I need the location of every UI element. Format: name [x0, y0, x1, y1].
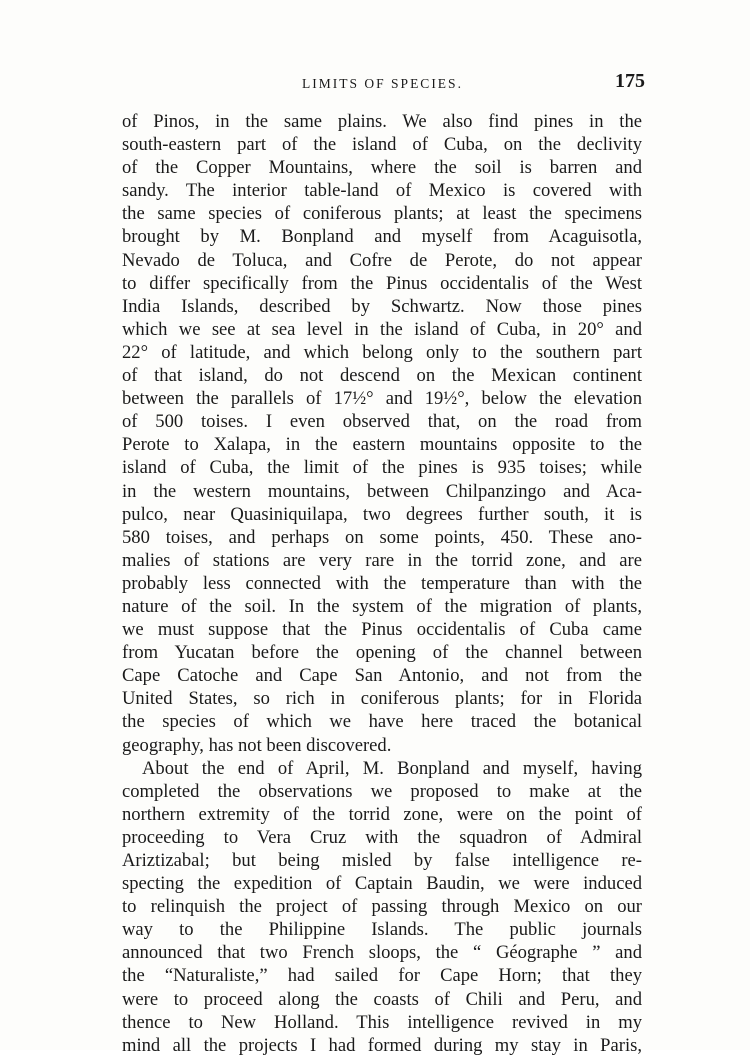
- text-line: of that island, do not descend on the Mexican continent: [122, 365, 642, 387]
- text-line: sandy. The interior table-land of Mexico is covered with: [122, 180, 642, 202]
- text-line: northern extremity of the torrid zone, were on the point of: [122, 803, 642, 825]
- body-text: [122, 110, 642, 1057]
- text-line: announced that two French sloops, the “ Géographe ” and: [122, 942, 642, 964]
- text-line: proceeding to Vera Cruz with the squadron of Admiral: [122, 826, 642, 848]
- text-line: to relinquish the project of passing through Mexico on our: [122, 896, 642, 918]
- text-line: in the western mountains, between Chilpanzingo and Aca-: [122, 480, 642, 502]
- text-line: Nevado de Toluca, and Cofre de Perote, do not appear: [122, 249, 642, 271]
- paragraph-start-line: About the end of April, M. Bonpland and myself, having: [142, 757, 642, 779]
- text-line: of 500 toises. I even observed that, on the road from: [122, 411, 642, 433]
- text-line: from Yucatan before the opening of the channel between: [122, 642, 642, 664]
- text-line: India Islands, described by Schwartz. Now those pines: [122, 295, 642, 317]
- text-line: way to the Philippine Islands. The public journals: [122, 919, 642, 941]
- text-line: the species of which we have here traced the botanical: [122, 711, 642, 733]
- text-line: probably less connected with the temperature than with the: [122, 572, 642, 594]
- text-line: United States, so rich in coniferous plants; for in Florida: [122, 688, 642, 710]
- text-line: south-eastern part of the island of Cuba, on the declivity: [122, 134, 642, 156]
- text-line: the “Naturaliste,” had sailed for Cape Horn; that they: [122, 965, 642, 987]
- text-line: of Pinos, in the same plains. We also find pines in the: [122, 111, 642, 132]
- text-line: 22° of latitude, and which belong only to the southern part: [122, 341, 642, 363]
- text-line: pulco, near Quasiniquilapa, two degrees further south, it is: [122, 503, 642, 525]
- text-line: completed the observations we proposed to make at the: [122, 780, 642, 802]
- text-line: malies of stations are very rare in the torrid zone, and are: [122, 549, 642, 571]
- text-line: thence to New Holland. This intelligence revived in my: [122, 1011, 642, 1033]
- text-line: specting the expedition of Captain Baudin, we were induced: [122, 873, 642, 895]
- text-line: Ariztizabal; but being misled by false intelligence re-: [122, 850, 642, 871]
- paragraph-end-line: geography, has not been discovered.: [122, 734, 392, 756]
- text-line: between the parallels of 17½° and 19½°, below the elevation: [122, 388, 642, 410]
- text-line: of the Copper Mountains, where the soil is barren and: [122, 157, 642, 179]
- running-title: LIMITS OF SPECIES.: [302, 76, 463, 91]
- text-line: which we see at sea level in the island of Cuba, in 20° and: [122, 318, 642, 340]
- text-line: brought by M. Bonpland and myself from Acaguisotla,: [122, 226, 642, 248]
- text-line: we must suppose that the Pinus occidentalis of Cuba came: [122, 619, 642, 641]
- text-line: to differ specifically from the Pinus occidentalis of the West: [122, 272, 642, 294]
- text-line: the same species of coniferous plants; at least the specimens: [122, 203, 642, 225]
- text-line: nature of the soil. In the system of the migration of plants,: [122, 595, 642, 617]
- text-line: 580 toises, and perhaps on some points, 450. These ano-: [122, 526, 642, 548]
- running-header: [120, 70, 645, 100]
- text-line: Cape Catoche and Cape San Antonio, and not from the: [122, 665, 642, 687]
- text-line: were to proceed along the coasts of Chili and Peru, and: [122, 988, 642, 1010]
- text-line: island of Cuba, the limit of the pines is 935 toises; while: [122, 457, 642, 479]
- text-line: mind all the projects I had formed during my stay in Paris,: [122, 1034, 642, 1056]
- page-number: 175: [615, 70, 645, 92]
- text-line: Perote to Xalapa, in the eastern mountains opposite to the: [122, 434, 642, 456]
